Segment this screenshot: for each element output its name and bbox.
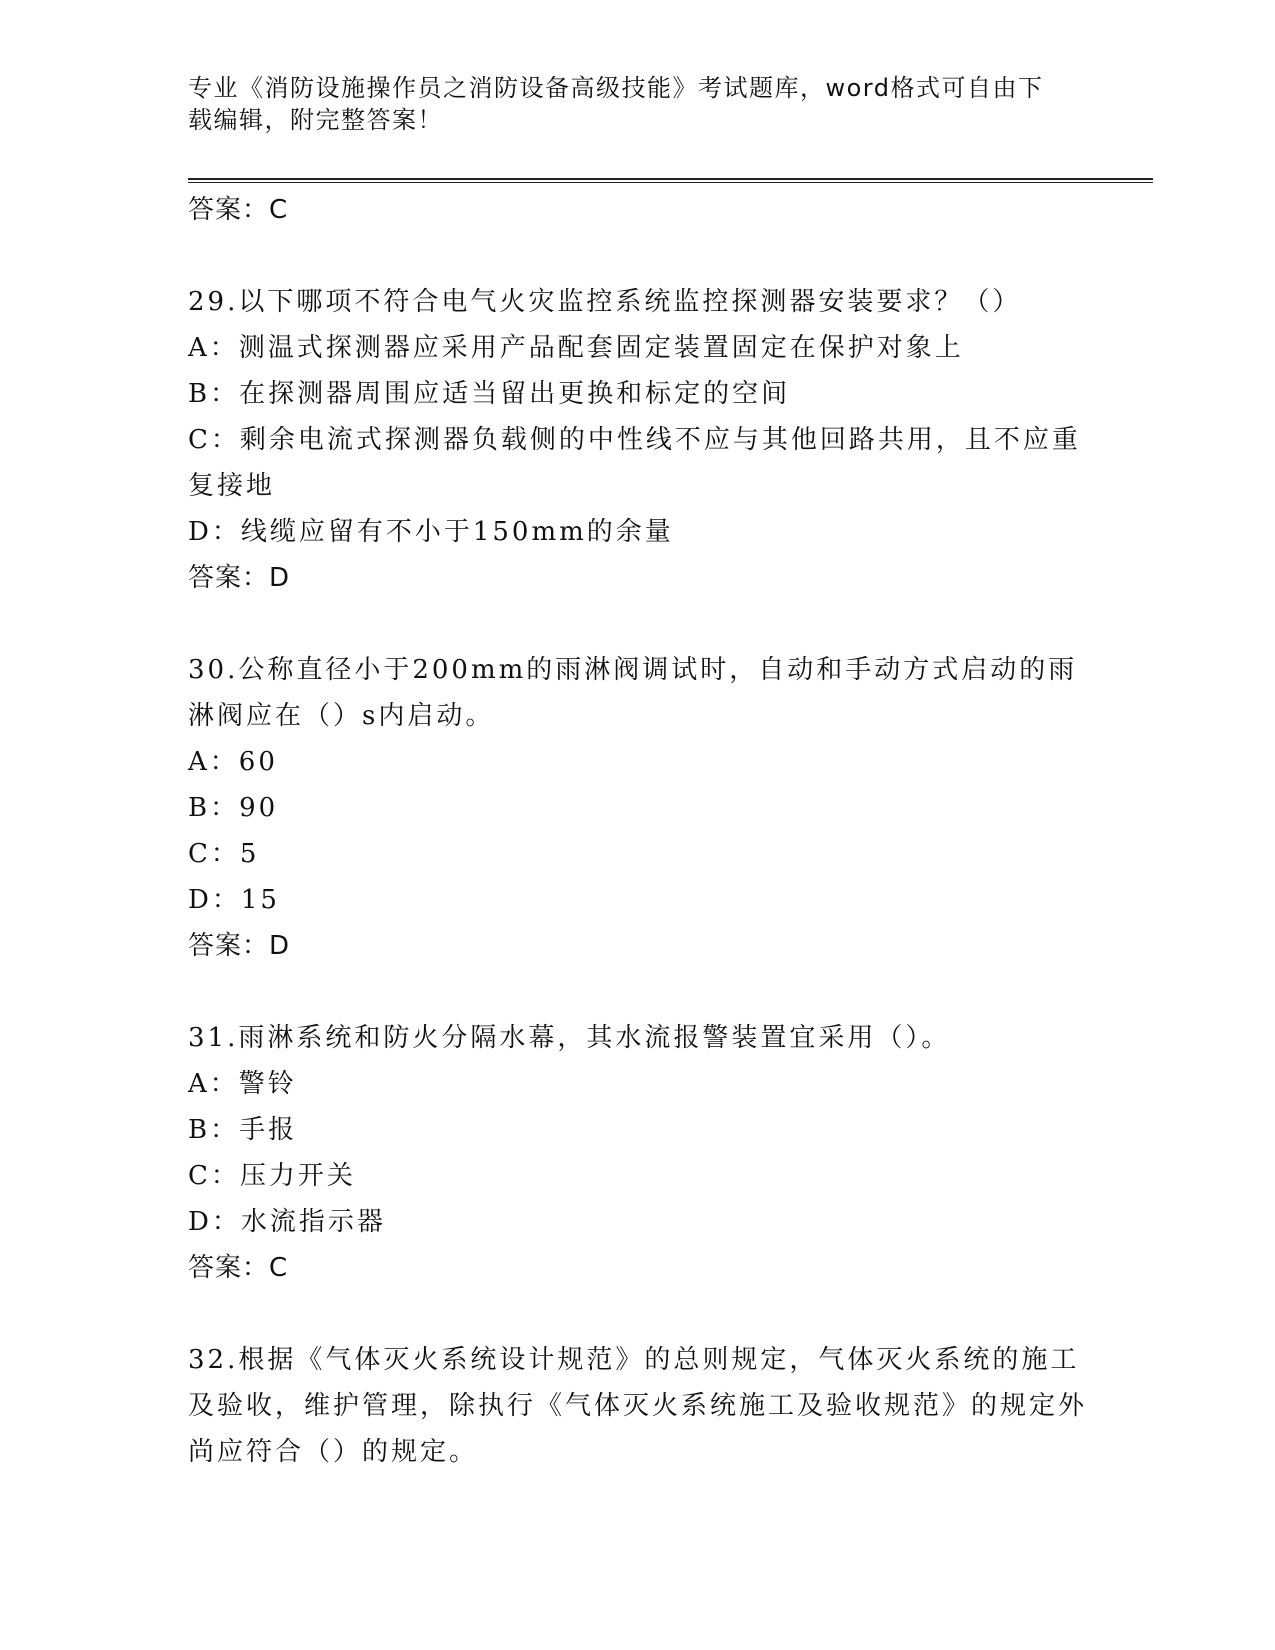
option-b: B：手报 [188, 1115, 298, 1145]
option-d: D：15 [188, 885, 280, 915]
header-divider [188, 178, 1153, 183]
option-d: D：线缆应留有不小于150mm的余量 [188, 517, 674, 547]
answer: 答案：C [188, 1253, 289, 1283]
answer: 答案：D [188, 563, 291, 593]
option-b: B：90 [188, 793, 279, 823]
option-a: A：60 [188, 747, 278, 777]
option-a: A：警铃 [188, 1069, 297, 1099]
answer-28: 答案：C [188, 195, 289, 225]
question-31 [188, 1015, 1088, 1291]
option-c: C：剩余电流式探测器负载侧的中性线不应与其他回路共用，且不应重复接地 [188, 425, 1081, 501]
option-a: A：测温式探测器应采用产品配套固定装置固定在保护对象上 [188, 333, 964, 363]
option-b: B：在探测器周围应适当留出更换和标定的空间 [188, 379, 791, 409]
option-d: D：水流指示器 [188, 1207, 386, 1237]
document-header: 专业《消防设施操作员之消防设备高级技能》考试题库，word格式可自由下载编辑，附完整答案！ [188, 74, 1044, 134]
question-30 [188, 647, 1088, 969]
document-body [188, 187, 1088, 1475]
question-text: 30.公称直径小于200mm的雨淋阀调试时，自动和手动方式启动的雨淋阀应在（）s内启动。 [188, 655, 1078, 731]
question-29 [188, 279, 1088, 601]
question-text: 32.根据《气体灭火系统设计规范》的总则规定，气体灭火系统的施工及验收，维护管理，除执行《气体灭火系统施工及验收规范》的规定外尚应符合（）的规定。 [188, 1345, 1088, 1467]
answer: 答案：D [188, 931, 291, 961]
question-text: 31.雨淋系统和防火分隔水幕，其水流报警装置宜采用（）。 [188, 1023, 951, 1053]
option-c: C：压力开关 [188, 1161, 356, 1191]
question-text: 29.以下哪项不符合电气火灾监控系统监控探测器安装要求？（） [188, 287, 1022, 317]
option-c: C：5 [188, 839, 260, 869]
question-32 [188, 1337, 1088, 1475]
